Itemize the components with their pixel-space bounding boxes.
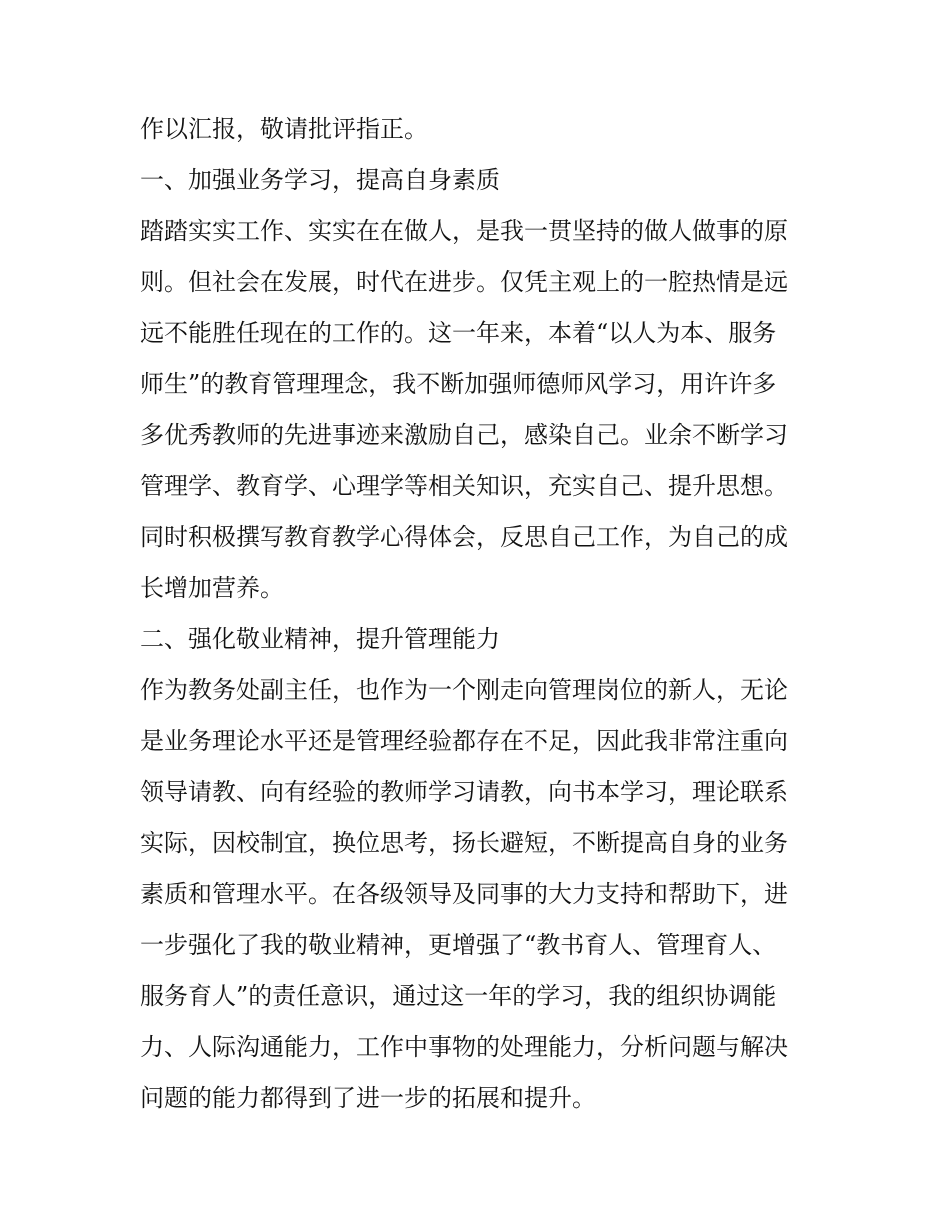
text-line-13: 是业务理论水平还是管理经验都存在不足，因此我非常注重向 [140, 727, 788, 755]
text-line-6: 师生”的教育管理理念，我不断加强师德师风学习，用许许多 [140, 370, 777, 398]
section-heading-1: 一、加强业务学习，提高自身素质 [140, 166, 500, 194]
text-line-19: 力、人际沟通能力，工作中事物的处理能力，分析问题与解决 [140, 1033, 788, 1061]
section-heading-2: 二、强化敬业精神，提升管理能力 [140, 625, 500, 653]
text-line-3: 踏踏实实工作、实实在在做人，是我一贯坚持的做人做事的原 [140, 217, 788, 245]
text-line-8: 管理学、教育学、心理学等相关知识，充实自己、提升思想。 [140, 472, 788, 500]
text-line-18: 服务育人”的责任意识，通过这一年的学习，我的组织协调能 [140, 982, 777, 1010]
document-body [140, 104, 830, 1124]
text-line-9: 同时积极撰写教育教学心得体会，反思自己工作，为自己的成 [140, 523, 788, 551]
text-line-4: 则。但社会在发展，时代在进步。仅凭主观上的一腔热情是远 [140, 268, 788, 296]
text-line-5: 远不能胜任现在的工作的。这一年来，本着“以人为本、服务 [140, 319, 777, 347]
text-line-10: 长增加营养。 [140, 574, 284, 602]
text-line-12: 作为教务处副主任，也作为一个刚走向管理岗位的新人，无论 [140, 676, 788, 704]
text-line-15: 实际，因校制宜，换位思考，扬长避短，不断提高自身的业务 [140, 829, 788, 857]
text-line-14: 领导请教、向有经验的教师学习请教，向书本学习，理论联系 [140, 778, 788, 806]
text-line-20: 问题的能力都得到了进一步的拓展和提升。 [140, 1084, 596, 1112]
text-line-17: 一步强化了我的敬业精神，更增强了“教书育人、管理育人、 [140, 931, 777, 959]
text-line-16: 素质和管理水平。在各级领导及同事的大力支持和帮助下，进 [140, 880, 788, 908]
text-line-1: 作以汇报，敬请批评指正。 [140, 115, 428, 143]
text-line-7: 多优秀教师的先进事迹来激励自己，感染自己。业余不断学习 [140, 421, 788, 449]
